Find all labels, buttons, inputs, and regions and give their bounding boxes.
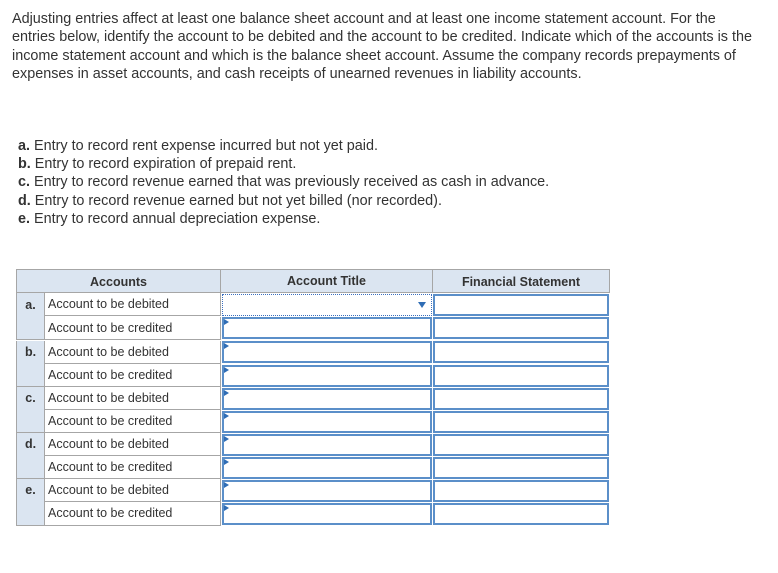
credit-label: Account to be credited [45, 502, 221, 526]
debit-label: Account to be debited [45, 293, 221, 316]
credit-label: Account to be credited [45, 364, 221, 387]
debit-label: Account to be debited [45, 433, 221, 456]
dropdown-indicator-icon [224, 319, 229, 325]
dropdown-indicator-icon [224, 343, 229, 349]
dropdown-indicator-icon [224, 413, 229, 419]
row-letter: c. [16, 387, 45, 433]
financial-statement-dropdown-b-credit[interactable] [433, 365, 609, 387]
financial-statement-dropdown-d-debit[interactable] [433, 434, 609, 456]
entry-text: Entry to record rent expense incurred but not yet paid. [34, 138, 378, 154]
account-title-dropdown-b-debit[interactable] [222, 341, 432, 363]
account-title-dropdown-e-credit[interactable] [222, 503, 432, 525]
entries-list [18, 137, 549, 228]
adjusting-entries-table [16, 269, 610, 527]
dropdown-indicator-icon [224, 482, 229, 488]
account-title-dropdown-c-credit[interactable] [222, 411, 432, 433]
debit-label: Account to be debited [45, 479, 221, 502]
account-title-dropdown-e-debit[interactable] [222, 480, 432, 502]
instructions-text: Adjusting entries affect at least one balance sheet account and at least one income statement account. For the entries below, identify the account to be debited and the account to be credited. Indicate which of the accounts is the income statement account and which is the balance sheet account. Assume the company records prepayments of expenses in asset accounts, and cash receipts of unearned revenues in liability accounts. [12, 11, 753, 82]
financial-statement-dropdown-a-debit[interactable] [433, 294, 609, 316]
header-financial-statement: Financial Statement [432, 269, 610, 293]
entry-letter: d. [18, 192, 31, 209]
entry-text: Entry to record annual depreciation expense. [34, 210, 321, 227]
account-title-dropdown-c-debit[interactable] [222, 388, 432, 410]
account-title-dropdown-a-debit[interactable] [222, 294, 432, 316]
financial-statement-dropdown-d-credit[interactable] [433, 457, 609, 479]
entry-letter: e. [18, 210, 31, 227]
account-title-dropdown-d-debit[interactable] [222, 434, 432, 456]
account-title-dropdown-d-credit[interactable] [222, 457, 432, 479]
row-letter: d. [16, 433, 45, 479]
credit-label: Account to be credited [45, 456, 221, 479]
entry-item [18, 173, 549, 191]
entry-text: Entry to record expiration of prepaid rent. [34, 156, 297, 173]
chevron-down-icon[interactable] [418, 302, 426, 308]
financial-statement-dropdown-e-credit[interactable] [433, 503, 609, 525]
account-title-dropdown-a-credit[interactable] [222, 317, 432, 339]
entry-item [18, 137, 549, 155]
financial-statement-dropdown-e-debit[interactable] [433, 480, 609, 502]
dropdown-indicator-icon [224, 505, 229, 511]
row-letter: e. [16, 479, 45, 526]
entry-letter: c. [18, 174, 31, 191]
row-letter: b. [16, 341, 45, 387]
entry-letter: b. [18, 156, 31, 173]
credit-label: Account to be credited [45, 317, 221, 340]
debit-label: Account to be debited [45, 341, 221, 364]
entry-item [18, 210, 549, 228]
entry-item [18, 155, 549, 173]
dropdown-indicator-icon [224, 390, 229, 396]
header-accounts: Accounts [16, 269, 221, 293]
financial-statement-dropdown-c-credit[interactable] [433, 411, 609, 433]
dropdown-indicator-icon [224, 367, 229, 373]
entry-text: Entry to record revenue earned that was previously received as cash in advance. [34, 174, 550, 191]
financial-statement-dropdown-c-debit[interactable] [433, 388, 609, 410]
entry-item [18, 192, 549, 210]
entry-letter: a. [18, 138, 31, 154]
header-account-title: Account Title [221, 269, 432, 293]
entry-text: Entry to record revenue earned but not yet billed (nor recorded). [34, 192, 442, 209]
financial-statement-dropdown-a-credit[interactable] [433, 317, 609, 339]
dropdown-indicator-icon [224, 459, 229, 465]
row-letter: a. [16, 293, 45, 340]
debit-label: Account to be debited [45, 387, 221, 410]
credit-label: Account to be credited [45, 410, 221, 433]
dropdown-indicator-icon [224, 436, 229, 442]
financial-statement-dropdown-b-debit[interactable] [433, 341, 609, 363]
account-title-dropdown-b-credit[interactable] [222, 365, 432, 387]
